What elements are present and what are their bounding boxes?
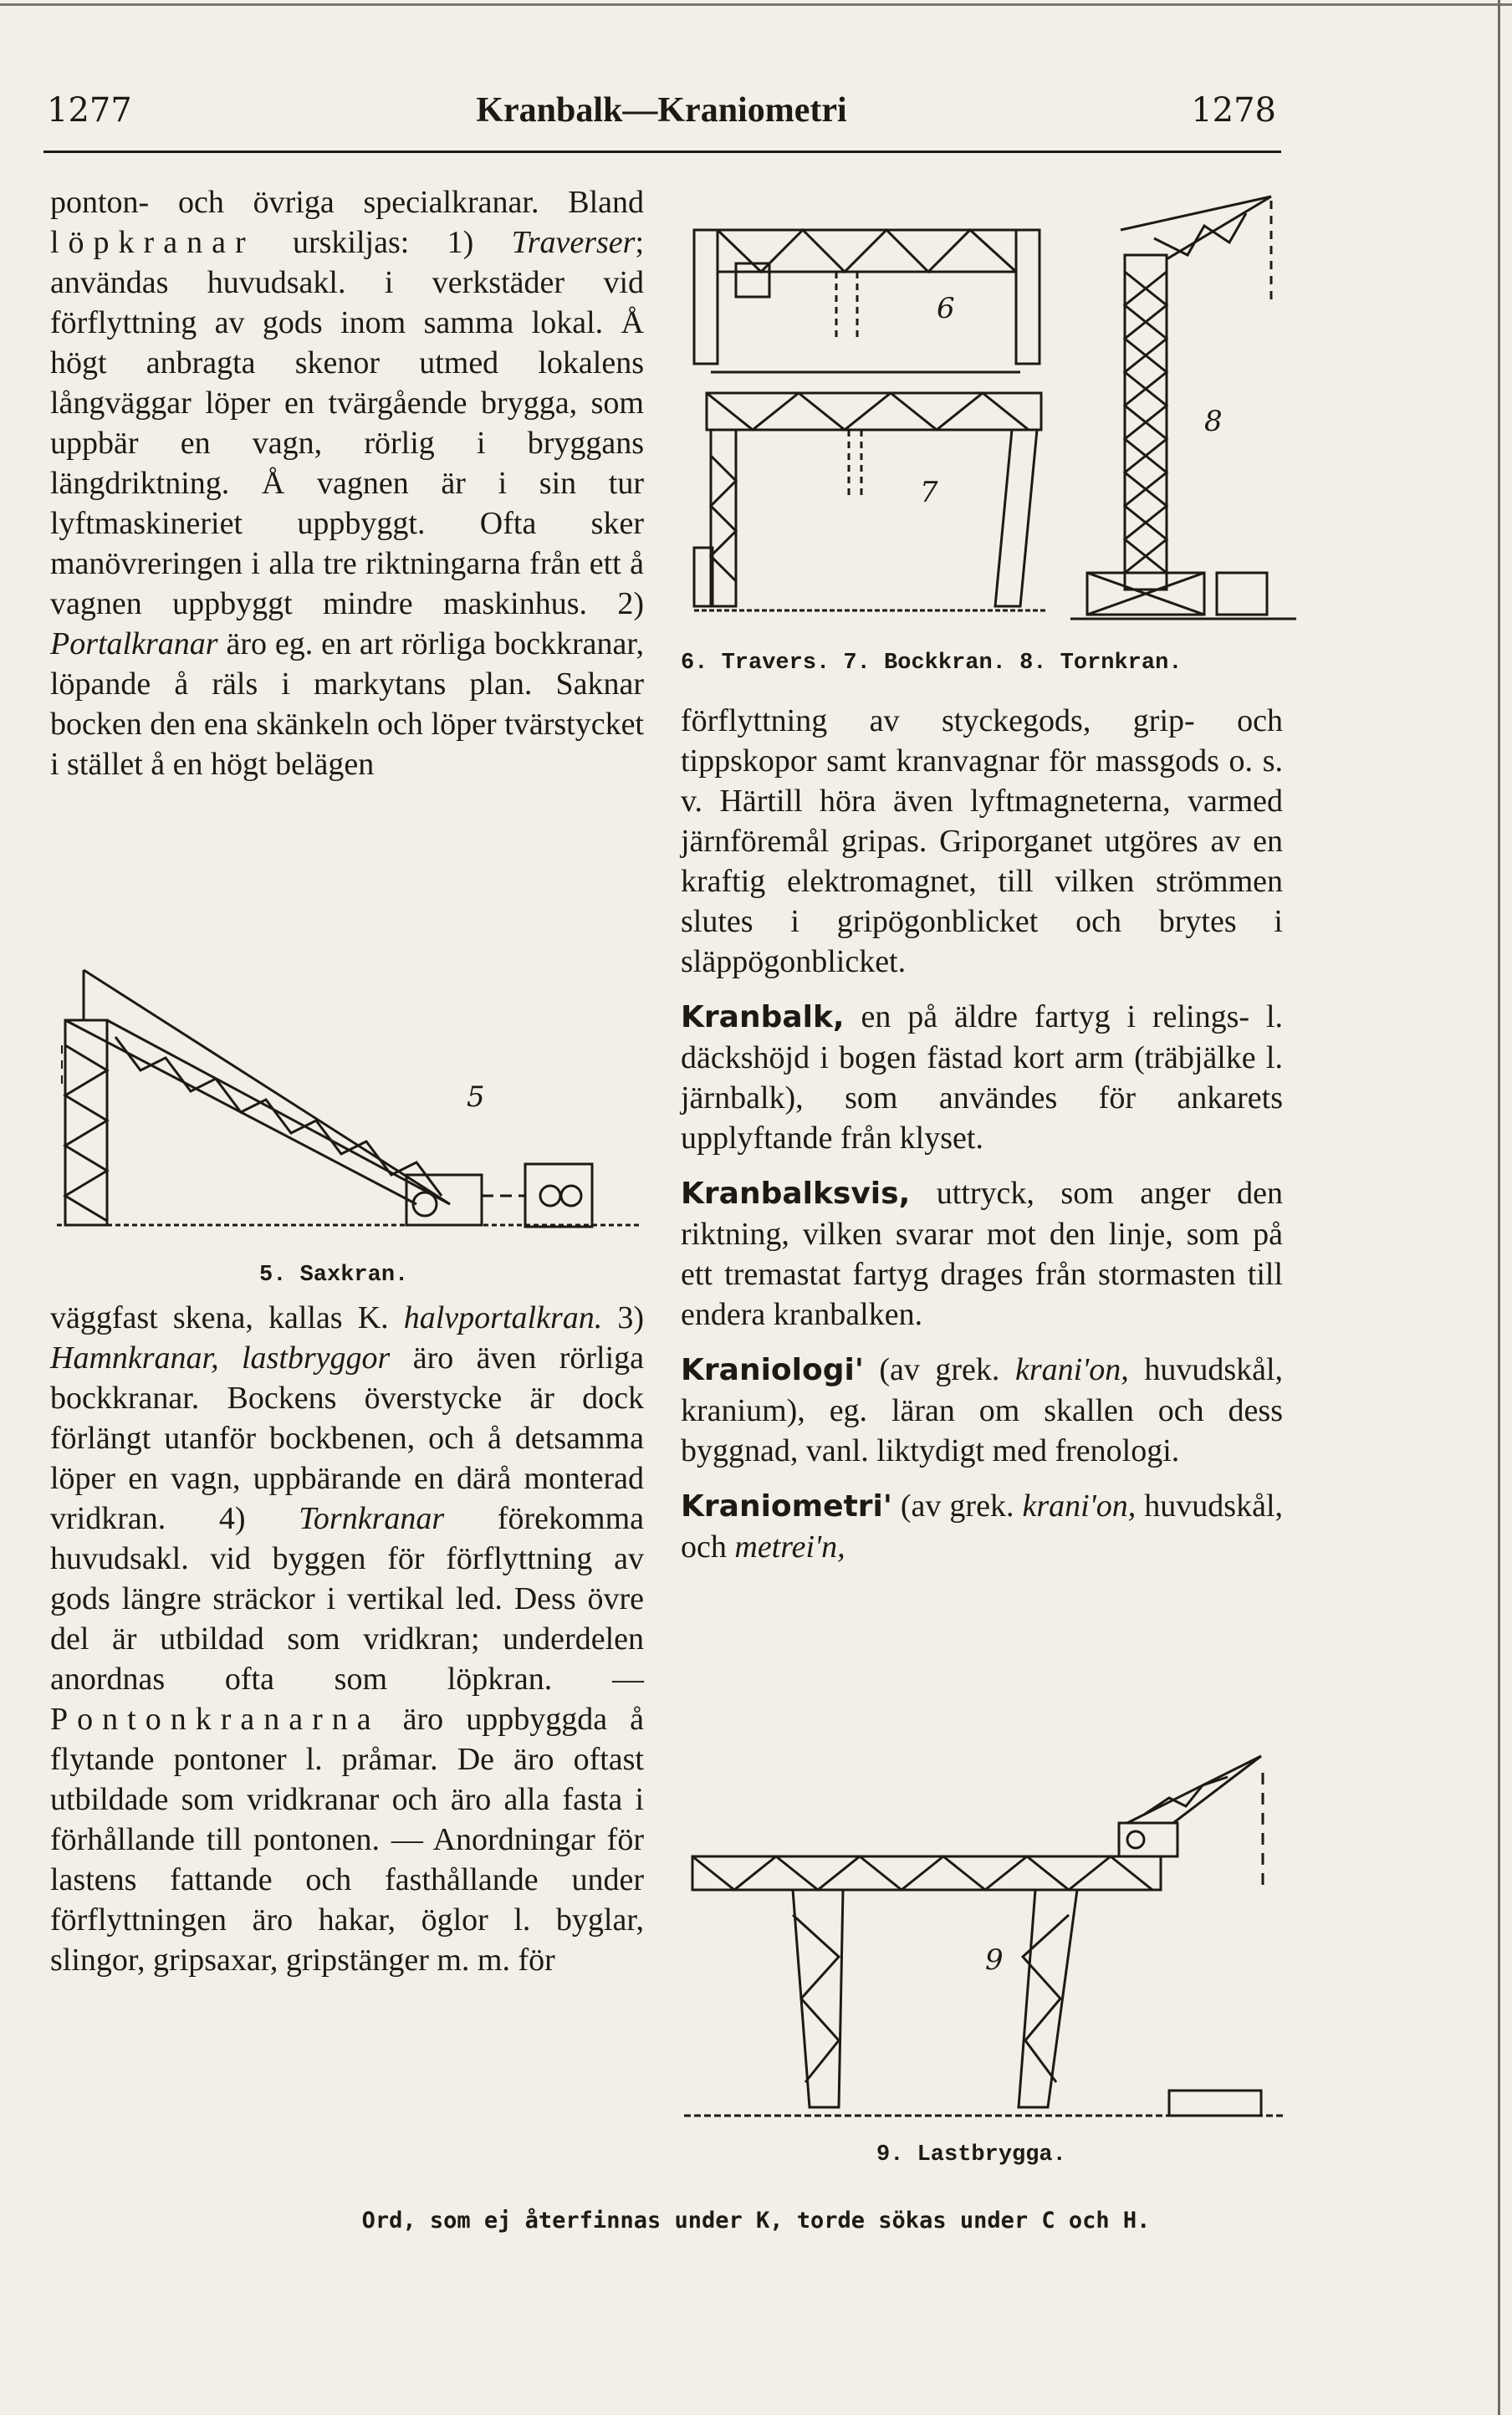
headword-kraniologi: Kraniologi' [681, 1353, 864, 1387]
entry-kranbalksvis: Kranbalksvis, uttryck, som anger den riktning, vilken svarar mot den linje, som på ett tremastat fartyg drages från stormasten till endera kranbalken. [681, 1176, 1283, 1332]
term-halvportalkran: halvportalkran. [403, 1300, 603, 1335]
fig8-label: 8 [1204, 405, 1223, 438]
right-page-number: 1278 [1191, 91, 1276, 130]
headword-kranbalk: Kranbalk, [681, 1000, 845, 1034]
right-column-text [681, 701, 1283, 1567]
footer-note: Ord, som ej återfinnas under K, torde sökas under C och H. [361, 2208, 1151, 2234]
figure-travers-bockkran-tornkran [686, 180, 1296, 648]
headword-kranbalksvis: Kranbalksvis, [681, 1177, 911, 1211]
paragraph-lopkranar: ponton- och övriga specialkranar. Bland löpkranar urskiljas: 1) Traverser; användas huvudsakl. i verkstäder vid förflyttning av gods inom samma lokal. Å högt anbragta skenor utmed lokalens långväggar löper en tvärgående brygga, som uppbär en vagn, rörlig i bryggans längdriktning. Å vagnen är i sin tur lyftmaskineriet uppbyggt. Ofta sker manövreringen i alla tre riktningarna från ett å vagnen uppbyggt mindre maskinhus. 2) Portalkranar äro eg. en art rörliga bockkranar, löpande å räls i markytans plan. Saknar bocken den ena skänkeln och löper tvärstycket i stället å en högt belägen [50, 185, 645, 782]
header-rule [43, 151, 1281, 153]
top-border [0, 3, 1512, 6]
left-column-upper [50, 182, 644, 784]
fig7-label: 7 [920, 476, 938, 509]
term-hamnkranar: Hamnkranar, lastbryggor [50, 1340, 391, 1376]
page-edge [1498, 0, 1500, 2415]
entry-kraniometri: Kraniometri' (av grek. krani'on, huvudskål, och metrei'n, [681, 1488, 1284, 1565]
fig9-label: 9 [985, 1943, 1004, 1977]
entry-kraniologi: Kraniologi' (av grek. krani'on, huvudskål, kranium), eg. läran om skallen och dess byggnad, vanl. liktydigt med frenologi. [681, 1352, 1284, 1468]
left-page-number: 1277 [47, 91, 132, 130]
spaced-term: löpkranar [50, 225, 255, 260]
fig9-caption: 9. Lastbrygga. [876, 2142, 1066, 2167]
running-header [47, 90, 1276, 140]
paragraph-continued: förflyttning av styckegods, grip- och tippskopor samt kranvagnar för massgods o. s. v. Härtill höra även lyftmagneterna, varmed järnföremål gripas. Griporganet utgöres av en kraftig elektromagnet, till vilken strömmen slutes i gripögonblicket och brytes i släppögonblicket. [681, 703, 1283, 979]
headword-kraniometri: Kraniometri' [681, 1489, 892, 1524]
term-portalkranar: Portalkranar [50, 626, 218, 661]
fig5-caption: 5. Saxkran. [259, 1263, 409, 1288]
fig678-caption: 6. Travers. 7. Bockkran. 8. Tornkran. [681, 651, 1183, 676]
fig6-label: 6 [937, 292, 955, 325]
term-traverser: Traverser [511, 225, 636, 260]
figure-saxkran [57, 953, 642, 1271]
figure-lastbrygga [684, 1748, 1286, 2141]
spaced-term-ponton: Pontonkranarna [50, 1702, 381, 1737]
page-title: Kranbalk—Kraniometri [476, 91, 847, 130]
entry-kranbalk: Kranbalk, en på äldre fartyg i relings- l. däckshöjd i bogen fästad kort arm (träbjälke l. järnbalk), som användes för ankarets upplyftande från klyset. [681, 999, 1283, 1156]
left-column-lower [50, 1298, 644, 1980]
term-tornkranar: Tornkranar [299, 1501, 445, 1536]
paragraph-hamnkranar: väggfast skena, kallas K. halvportalkran. 3) Hamnkranar, lastbryggor äro även rörliga bockkranar. Bockens överstycke är dock förlängt utanför bockbenen, och å detsamma löper en vagn, uppbärande en därå monterad vridkran. 4) Tornkranar förekomma huvudsakl. vid byggen för förflyttning av gods längre sträckor i vertikal led. Dess övre del är utbildad som vridkran; underdelen anordnas ofta som löpkran. — Pontonkranarna äro uppbyggda å flytande pontoner l. pråmar. De äro oftast utbildade som vridkranar och äro alla fasta i förhållande till pontonen. — Anordningar för lastens fattande och fasthållande under förflyttningen äro hakar, öglor l. byglar, slingor, gripsaxar, gripstänger m. m. för [50, 1300, 645, 1978]
fig5-label: 5 [467, 1080, 485, 1114]
